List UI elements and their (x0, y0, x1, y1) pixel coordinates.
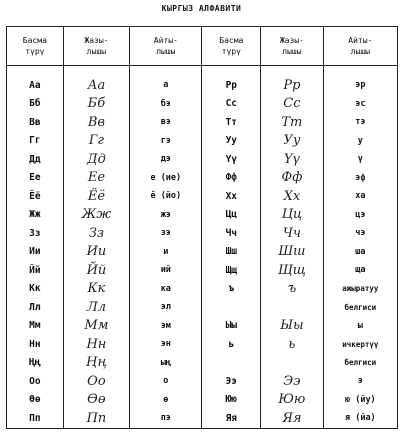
table-row (7, 187, 398, 206)
cell-print-left: Ёё (7, 187, 64, 206)
cell-name-right: ү (323, 150, 397, 169)
cell-name-left: бэ (130, 95, 202, 114)
cell-name-right: ы (323, 317, 397, 336)
cell-name-left: эн (130, 335, 202, 354)
header-row (7, 27, 398, 66)
cell-name-right: эф (323, 169, 397, 188)
cell-cursive-left: Өө (63, 391, 129, 410)
cell-cursive-left: Бб (63, 95, 129, 114)
table-row (7, 76, 398, 95)
cell-print-left: Өө (7, 391, 64, 410)
cell-name-right: ажыратуу (323, 280, 397, 299)
cell-name-left: и (130, 243, 202, 262)
cell-cursive-right: Ыы (261, 317, 324, 336)
cell-print-right: Рр (202, 76, 261, 95)
cell-print-right: ь (202, 335, 261, 354)
cell-print-right (202, 298, 261, 317)
cell-print-right: Сс (202, 95, 261, 114)
header-name-left: Айты- лышы (130, 27, 202, 66)
cell-print-left: Нн (7, 335, 64, 354)
cell-print-right: Ээ (202, 372, 261, 391)
cell-print-left: Лл (7, 298, 64, 317)
cell-cursive-right: Юю (261, 391, 324, 410)
cell-print-right: Юю (202, 391, 261, 410)
cell-name-right: тэ (323, 113, 397, 132)
table-row (7, 206, 398, 225)
cell-name-left: ё (йо) (130, 187, 202, 206)
cell-print-left: Кк (7, 280, 64, 299)
cell-cursive-left: Ёё (63, 187, 129, 206)
table-row (7, 224, 398, 243)
cell-name-left: ө (130, 391, 202, 410)
page-title: КЫРГЫЗ АЛФАВИТИ (161, 4, 242, 13)
cell-name-right: белгиси (323, 354, 397, 373)
cell-name-right: ща (323, 261, 397, 280)
table-row (7, 280, 398, 299)
table-row (7, 132, 398, 151)
cell-name-left: а (130, 76, 202, 95)
cell-name-right: ша (323, 243, 397, 262)
cell-print-right: Ыы (202, 317, 261, 336)
cell-print-right: Фф (202, 169, 261, 188)
header-name-right: Айты- лышы (323, 27, 397, 66)
table-row (7, 113, 398, 132)
cell-name-left: жэ (130, 206, 202, 225)
cell-name-left: гэ (130, 132, 202, 151)
table-row (7, 409, 398, 428)
cell-print-left: Жж (7, 206, 64, 225)
table-row (7, 354, 398, 373)
cell-cursive-left: Ңң (63, 354, 129, 373)
cell-name-left: ий (130, 261, 202, 280)
cell-print-left: Ңң (7, 354, 64, 373)
alphabet-table (6, 26, 398, 429)
cell-cursive-left: Йй (63, 261, 129, 280)
cell-print-left: Дд (7, 150, 64, 169)
cell-cursive-right (261, 298, 324, 317)
cell-cursive-left: Оо (63, 372, 129, 391)
cell-print-right: Үү (202, 150, 261, 169)
cell-cursive-right: Сс (261, 95, 324, 114)
cell-cursive-right: Уу (261, 132, 324, 151)
cell-cursive-left: Ии (63, 243, 129, 262)
table-row (7, 150, 398, 169)
cell-cursive-right: Хх (261, 187, 324, 206)
table-row (7, 372, 398, 391)
cell-cursive-left: Аа (63, 76, 129, 95)
cell-cursive-right: Рр (261, 76, 324, 95)
cell-cursive-right: Тт (261, 113, 324, 132)
cell-print-right: Уу (202, 132, 261, 151)
cell-print-left: Пп (7, 409, 64, 428)
header-cursive-left: Жазы- лышы (63, 27, 129, 66)
cell-print-right: Щщ (202, 261, 261, 280)
cell-print-right (202, 354, 261, 373)
cell-print-right: Цц (202, 206, 261, 225)
cell-name-right: чэ (323, 224, 397, 243)
table-row (7, 298, 398, 317)
cell-cursive-left: Зз (63, 224, 129, 243)
cell-print-right: Чч (202, 224, 261, 243)
cell-name-right: ха (323, 187, 397, 206)
table-row (7, 335, 398, 354)
table-row (7, 243, 398, 262)
cell-cursive-left: Мм (63, 317, 129, 336)
cell-cursive-right: Фф (261, 169, 324, 188)
cell-print-left: Аа (7, 76, 64, 95)
table-row (7, 317, 398, 336)
cell-cursive-left: Лл (63, 298, 129, 317)
cell-name-left: ка (130, 280, 202, 299)
cell-print-left: Ее (7, 169, 64, 188)
cell-cursive-left: Жж (63, 206, 129, 225)
cell-name-right: э (323, 372, 397, 391)
cell-name-left: зэ (130, 224, 202, 243)
cell-name-right: я (йа) (323, 409, 397, 428)
cell-cursive-left: Пп (63, 409, 129, 428)
cell-print-left: Вв (7, 113, 64, 132)
cell-print-left: Гг (7, 132, 64, 151)
cell-cursive-right: Чч (261, 224, 324, 243)
cell-name-right: эр (323, 76, 397, 95)
cell-cursive-left: Кк (63, 280, 129, 299)
cell-name-left: эм (130, 317, 202, 336)
header-print-left: Басма түрү (7, 27, 64, 66)
table-row (7, 169, 398, 188)
cell-cursive-right: Яя (261, 409, 324, 428)
cell-cursive-right: ъ (261, 280, 324, 299)
cell-print-left: Йй (7, 261, 64, 280)
cell-print-left: Зз (7, 224, 64, 243)
cell-cursive-right: ь (261, 335, 324, 354)
cell-print-right: Яя (202, 409, 261, 428)
cell-print-left: Оо (7, 372, 64, 391)
cell-cursive-right: Шш (261, 243, 324, 262)
cell-cursive-right: Үү (261, 150, 324, 169)
header-cursive-right: Жазы- лышы (261, 27, 324, 66)
cell-print-left: Мм (7, 317, 64, 336)
cell-print-left: Ии (7, 243, 64, 262)
cell-cursive-right (261, 354, 324, 373)
cell-name-right: цэ (323, 206, 397, 225)
cell-name-left: вэ (130, 113, 202, 132)
table-row (7, 261, 398, 280)
cell-cursive-left: Дд (63, 150, 129, 169)
cell-name-left: е (ие) (130, 169, 202, 188)
table-row (7, 391, 398, 410)
cell-name-right: эс (323, 95, 397, 114)
cell-name-left: пэ (130, 409, 202, 428)
cell-name-left: ың (130, 354, 202, 373)
cell-name-left: дэ (130, 150, 202, 169)
cell-print-right: Тт (202, 113, 261, 132)
cell-print-right: ъ (202, 280, 261, 299)
cell-cursive-left: Нн (63, 335, 129, 354)
cell-cursive-left: Вв (63, 113, 129, 132)
cell-name-right: ичкертүү (323, 335, 397, 354)
cell-name-right: белгиси (323, 298, 397, 317)
table-row (7, 95, 398, 114)
cell-name-right: у (323, 132, 397, 151)
cell-cursive-right: Цц (261, 206, 324, 225)
cell-print-left: Бб (7, 95, 64, 114)
cell-name-left: о (130, 372, 202, 391)
cell-cursive-left: Ее (63, 169, 129, 188)
cell-print-right: Хх (202, 187, 261, 206)
cell-name-right: ю (йу) (323, 391, 397, 410)
cell-name-left: эл (130, 298, 202, 317)
cell-cursive-right: Ээ (261, 372, 324, 391)
cell-cursive-right: Щщ (261, 261, 324, 280)
cell-cursive-left: Гг (63, 132, 129, 151)
cell-print-right: Шш (202, 243, 261, 262)
header-print-right: Басма түрү (202, 27, 261, 66)
